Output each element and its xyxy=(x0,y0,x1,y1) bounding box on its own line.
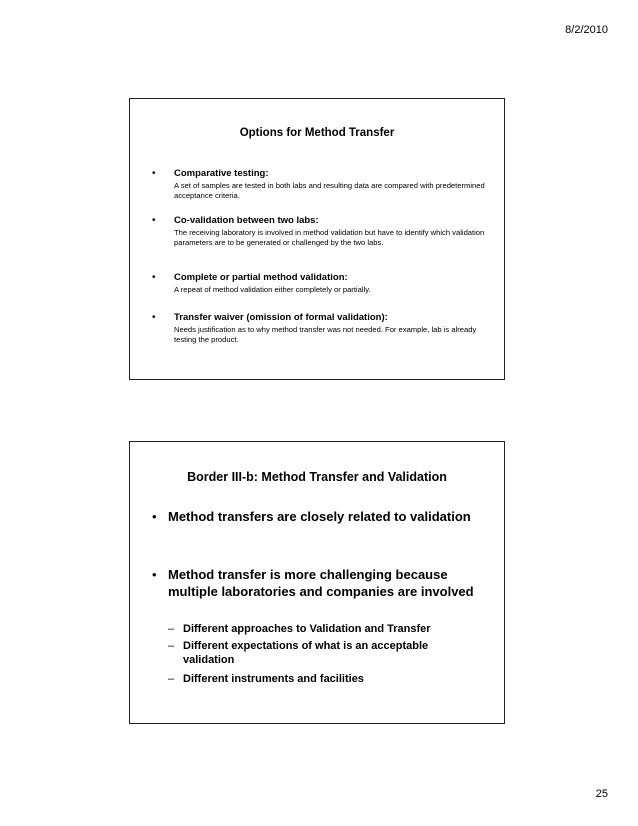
sub-bullet-text: Different approaches to Validation and Transfer xyxy=(183,623,431,635)
page-number: 25 xyxy=(595,788,608,800)
bullet-marker: • xyxy=(152,312,156,323)
dash-marker: – xyxy=(168,673,175,685)
slide-options-for-method-transfer xyxy=(129,98,505,380)
item-heading: Complete or partial method validation: xyxy=(174,272,348,283)
bullet-marker: • xyxy=(152,567,157,582)
item-description: A set of samples are tested in both labs and resulting data are compared with predetermined acceptance criteria. xyxy=(174,181,485,200)
sub-bullet-text: Different expectations of what is an acceptable validation xyxy=(183,640,429,666)
item-heading: Transfer waiver (omission of formal validation): xyxy=(174,312,388,323)
slide-border-method-transfer-validation xyxy=(129,441,505,724)
dash-marker: – xyxy=(168,640,175,652)
item-description: Needs justification as to why method transfer was not needed. For example, lab is already testing the product. xyxy=(174,325,477,344)
slide-title: Options for Method Transfer xyxy=(239,127,395,139)
bullet-text: Method transfer is more challenging because multiple laboratories and companies are involved xyxy=(168,567,474,599)
item-heading: Comparative testing: xyxy=(174,168,269,179)
bullet-marker: • xyxy=(152,272,156,283)
item-heading: Co-validation between two labs: xyxy=(174,215,319,226)
page-date: 8/2/2010 xyxy=(565,24,608,36)
bullet-marker: • xyxy=(152,168,156,179)
dash-marker: – xyxy=(168,623,175,635)
item-description: The receiving laboratory is involved in method validation but have to identify which validation parameters are to be generated or challenged by the two labs. xyxy=(174,228,485,247)
item-description: A repeat of method validation either completely or partially. xyxy=(174,285,371,294)
bullet-marker: • xyxy=(152,509,157,524)
sub-bullet-text: Different instruments and facilities xyxy=(183,673,364,685)
slide-title: Border III-b: Method Transfer and Validation xyxy=(187,470,447,484)
bullet-text: Method transfers are closely related to validation xyxy=(168,509,471,524)
bullet-marker: • xyxy=(152,215,156,226)
